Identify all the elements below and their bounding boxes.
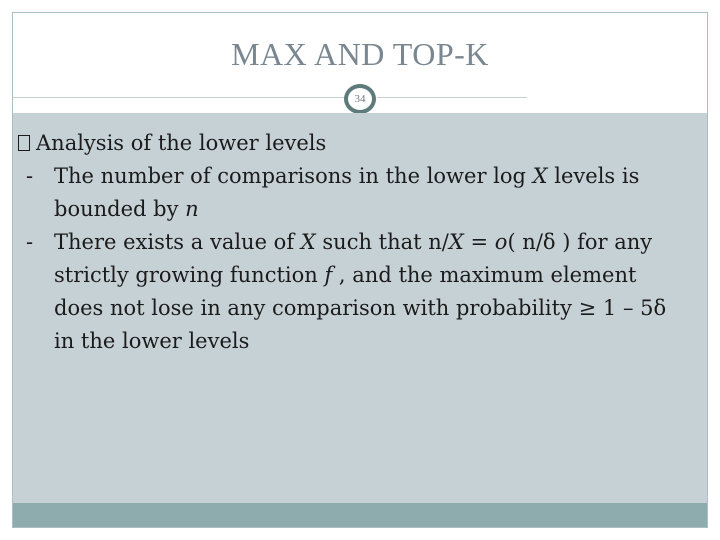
square-bullet-icon (18, 135, 30, 151)
sub-bullet-1-text: The number of comparisons in the lower log X levels is bounded by n (54, 164, 640, 221)
bullet-heading (13, 127, 707, 160)
page-number-badge (344, 84, 376, 114)
dash-bullet-icon: - (26, 230, 34, 254)
dash-bullet-icon: - (26, 164, 34, 188)
page-number: 34 (354, 92, 366, 105)
title-divider-right (377, 97, 527, 98)
bullet-heading-text: Analysis of the lower levels (36, 131, 327, 155)
sub-bullet-2-text: There exists a value of X such that n/X = o( n/δ ) for any strictly growing function f , and the maximum element does not lose in any comparison with probability ≥ 1 – 5δ in the lower levels (54, 230, 667, 353)
content-panel (13, 113, 707, 503)
sub-bullet-1 (13, 160, 707, 226)
title-divider-left (13, 97, 345, 98)
sub-bullet-2 (13, 226, 707, 358)
slide-body (13, 127, 707, 358)
footer-bar (13, 503, 707, 527)
slide-title: MAX AND TOP-K (231, 36, 489, 72)
